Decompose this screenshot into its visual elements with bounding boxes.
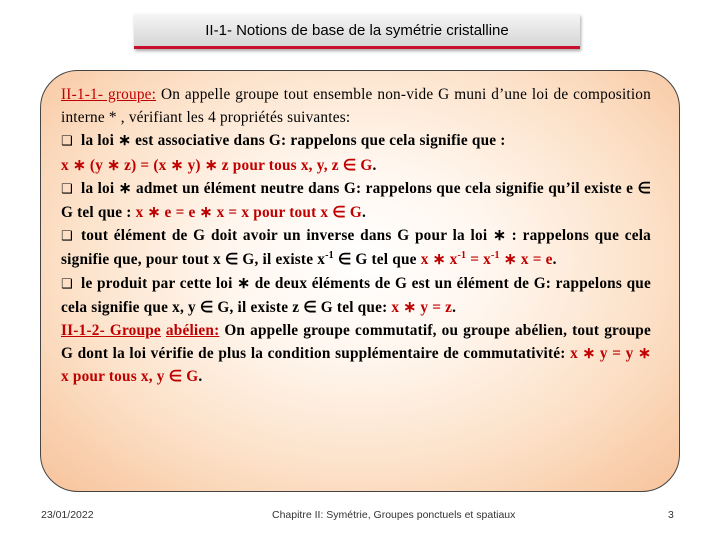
checkbox-bullet-icon: ❑ (61, 181, 73, 197)
property-inverse-text-2: ∈ G tel que (333, 251, 421, 269)
associative-formula: x ∗ (y ∗ z) = (x ∗ y) ∗ z pour tous x, y, z ∈ G (61, 156, 373, 174)
section-groupe (61, 83, 651, 129)
closure-formula: x ∗ y = z (391, 298, 453, 316)
slide-title: II-1- Notions de base de la symétrie cristalline (134, 14, 580, 49)
formula-period: . (198, 368, 203, 386)
neutral-formula: x ∗ e = e ∗ x = x pour tout x ∈ G (135, 204, 362, 222)
property-associative-text: la loi ∗ est associative dans G: rappelons que cela signifie que : (81, 132, 506, 150)
property-neutral-text: la loi ∗ admet un élément neutre dans G: rappelons que cela signifie qu’il existe e ∈ G tel que : (61, 179, 651, 222)
inverse-formula-part: x ∗ x (420, 251, 458, 269)
content-panel (40, 70, 680, 492)
property-inverse-text: tout élément de G doit avoir un inverse dans G pour la loi ∗ : rappelons que cela signifie que, pour tout x ∈ G, il existe x (61, 227, 651, 269)
inverse-formula (421, 251, 553, 268)
inverse-formula-part: ∗ x = e (499, 251, 553, 269)
exponent: -1 (325, 250, 334, 262)
formula-period: . (361, 204, 366, 222)
property-associative (61, 129, 651, 153)
section-abelien-text: On appelle groupe commutatif, ou groupe abélien, tout groupe G dont la loi vérifie de plus la condition supplémentaire de commutativité: (61, 322, 652, 363)
footer-chapter: Chapitre II: Symétrie, Groupes ponctuels et spatiaux (272, 509, 516, 521)
exponent: -1 (457, 250, 467, 262)
footer-date: 23/01/2022 (41, 509, 94, 521)
formula-period: . (372, 156, 377, 174)
formula-period: . (552, 251, 557, 269)
formula-period: . (452, 298, 457, 316)
checkbox-bullet-icon: ❑ (61, 229, 73, 245)
footer-page-number: 3 (668, 509, 674, 521)
property-closure-text: le produit par cette loi ∗ de deux éléments de G est un élément de G: rappelons que cela signifie que x, y ∈ G, il existe z ∈ G tel que: (61, 274, 651, 316)
exponent: -1 (491, 250, 500, 262)
section-heading-abelien-2: abélien: (165, 322, 220, 340)
commutative-formula: x ∗ y = y ∗ x pour tous x, y ∈ G (61, 345, 651, 386)
section-heading-groupe: II-1-1- groupe: (61, 86, 157, 103)
checkbox-bullet-icon: ❑ (61, 134, 73, 150)
property-closure (61, 272, 651, 319)
property-associative-formula-line (61, 154, 651, 177)
property-inverse (61, 224, 651, 271)
section-heading-abelien: II-1-2- Groupe (61, 322, 161, 340)
inverse-formula-part: = x (466, 251, 492, 269)
property-neutral (61, 177, 651, 224)
section-groupe-text: On appelle groupe tout ensemble non-vide G muni d’une loi de composition interne * , vérifiant les 4 propriétés suivantes: (61, 86, 651, 127)
checkbox-bullet-icon: ❑ (61, 276, 73, 292)
section-abelien (61, 319, 651, 389)
